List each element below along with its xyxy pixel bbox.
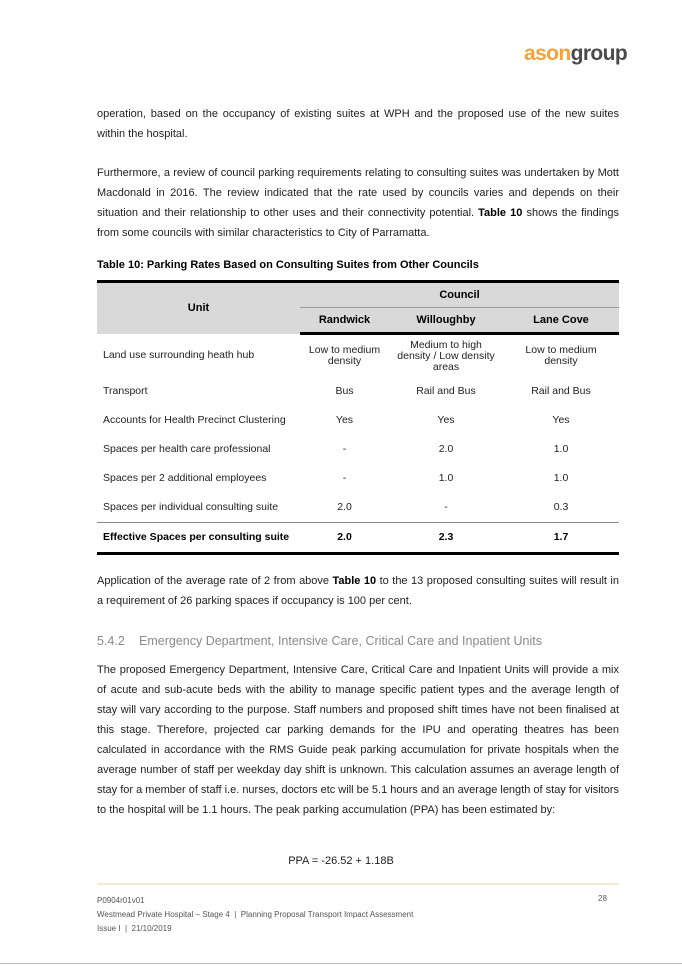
row-label: Effective Spaces per consulting suite — [97, 523, 300, 554]
cell: Yes — [437, 414, 455, 426]
cell: 2.3 — [389, 523, 503, 554]
header-lane-cove: Lane Cove — [503, 308, 619, 334]
cell: Bus — [335, 385, 354, 397]
cell: 2.0 — [438, 443, 454, 455]
table-row — [97, 493, 619, 523]
header-council: Council — [300, 282, 619, 308]
company-logo — [524, 42, 627, 66]
cell: 1.0 — [553, 443, 569, 455]
cell: 2.0 — [300, 523, 389, 554]
cell: - — [342, 472, 347, 484]
ppa-formula: PPA = -26.52 + 1.18B — [288, 855, 394, 867]
table-reference: Table 10 — [478, 207, 523, 219]
header-unit: Unit — [97, 282, 300, 334]
parking-rates-table — [97, 280, 619, 555]
footer-divider — [97, 883, 619, 885]
paragraph-emergency: The proposed Emergency Department, Intensive Care, Critical Care and Inpatient Units will provide a mix of acute and sub-acute beds with the ability to manage specific patient types and the average length of stay will vary according to the purpose. Staff numbers and proposed shift times have not been finalised at this stage. Therefore, projected car parking demands for the IPU and operating theatres has been calculated in accordance with the RMS Guide peak parking accumulation for private hospitals when the average number of staff per weekday day shift is unknown. This calculation assumes an average length of stay for a member of staff i.e. nurses, doctors etc will be 5.1 hours and an average length of stay for visitors to the hospital will be 1.1 hours. The peak parking accumulation (PPA) has been estimated by: — [97, 664, 619, 816]
cell: Low to medium density — [308, 344, 381, 367]
issue-date: Issue I | 21/10/2019 — [97, 924, 172, 933]
cell: 1.0 — [438, 472, 454, 484]
cell: Yes — [552, 414, 570, 426]
page-footer — [97, 894, 413, 936]
cell: 1.7 — [503, 523, 619, 554]
cell: Low to medium density — [525, 344, 597, 367]
cell: 2.0 — [337, 501, 352, 513]
cell: - — [342, 443, 347, 455]
logo-text-group: group — [570, 42, 628, 65]
paragraph-intro: operation, based on the occupancy of existing suites at WPH and the proposed use of the new suites within the hospital. — [97, 108, 619, 140]
row-label: Transport — [103, 385, 148, 397]
project-title: Westmead Private Hospital – Stage 4 | Planning Proposal Transport Impact Assessment — [97, 910, 414, 919]
row-label: Land use surrounding heath hub — [103, 348, 255, 361]
table-row — [97, 406, 619, 435]
paragraph-application — [97, 571, 619, 611]
cell: Rail and Bus — [531, 385, 591, 397]
text-segment: shows the findings from some councils with similar characteristics to City of Parramatta. — [97, 207, 619, 239]
text-segment: to the 13 proposed consulting suites will result in a requirement of 26 parking spaces if occupancy is 100 per cent. — [97, 575, 619, 607]
text-segment: Application of the average rate of 2 from above — [97, 575, 333, 587]
row-label: Spaces per individual consulting suite — [103, 501, 279, 513]
cell: 0.3 — [553, 501, 569, 513]
logo-text-ason: ason — [524, 42, 571, 65]
table-row — [97, 435, 619, 464]
table-row — [97, 377, 619, 406]
page-edge-divider — [0, 963, 682, 964]
section-number: 5.4.2 — [97, 634, 125, 648]
paragraph-council-review — [97, 163, 619, 243]
cell: - — [444, 501, 448, 513]
row-label: Accounts for Health Precinct Clustering — [103, 414, 286, 426]
cell: Medium to high density / Low density areas — [397, 338, 495, 373]
header-randwick: Randwick — [300, 308, 389, 334]
table-row — [97, 464, 619, 493]
section-title: Emergency Department, Intensive Care, Critical Care and Inpatient Units — [139, 634, 542, 648]
table-row — [97, 334, 619, 378]
text-segment: Furthermore, a review of council parking requirements relating to consulting suites was undertaken by Mott Macdonald in 2016. The review indicated that the rate used by councils varies and depends on their situation and their relationship to other uses and their connectivity potential. — [97, 167, 619, 219]
cell: 1.0 — [553, 472, 569, 484]
header-willoughby: Willoughby — [389, 308, 503, 334]
doc-reference: P0904r01v01 — [97, 896, 145, 905]
section-heading — [97, 634, 542, 648]
table-caption: Table 10: Parking Rates Based on Consulting Suites from Other Councils — [97, 259, 479, 271]
row-label: Spaces per 2 additional employees — [103, 472, 267, 484]
page-number: 28 — [598, 894, 607, 903]
row-label: Spaces per health care professional — [103, 443, 271, 455]
table-total-row — [97, 523, 619, 554]
cell: Yes — [335, 414, 354, 426]
cell: Rail and Bus — [416, 385, 476, 397]
table-reference: Table 10 — [332, 575, 377, 587]
